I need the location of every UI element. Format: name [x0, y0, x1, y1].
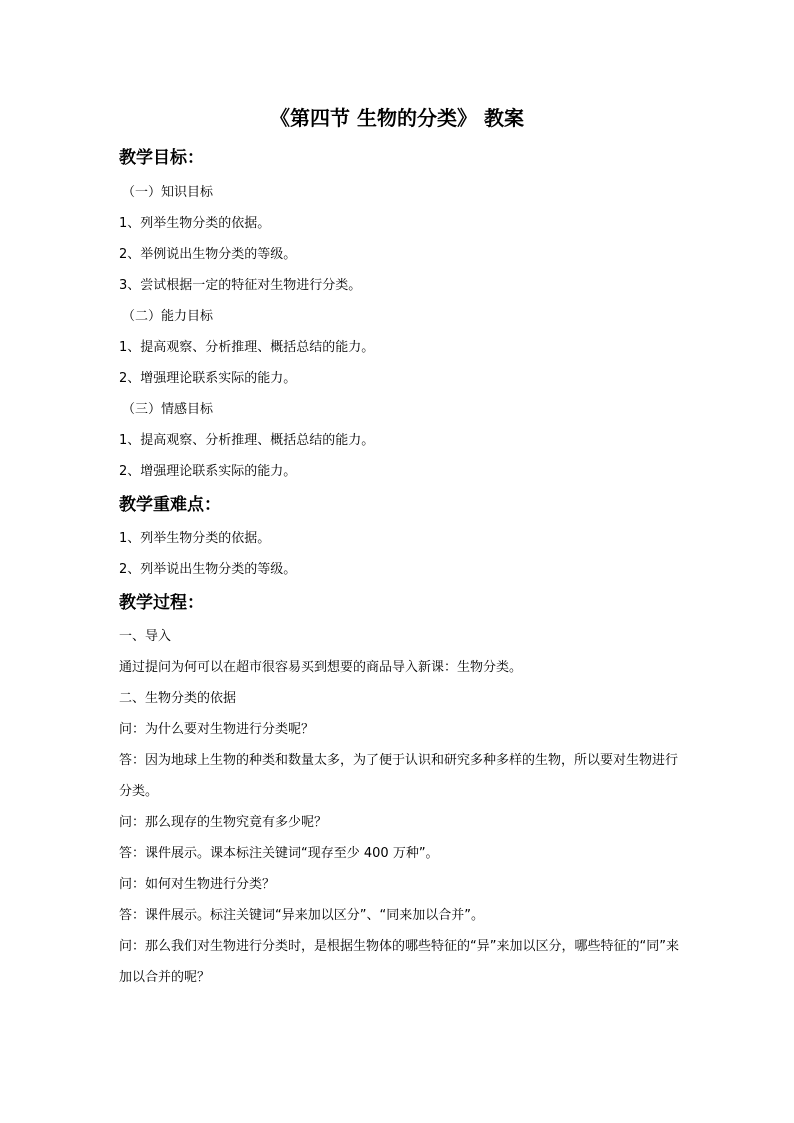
- goal-subheading-knowledge: （一）知识目标: [122, 185, 214, 200]
- process-line: 二、生物分类的依据: [119, 691, 237, 706]
- section-heading-teaching-goals: 教学目标：: [119, 148, 204, 168]
- section-heading-teaching-process: 教学过程：: [119, 593, 204, 613]
- document-body: [119, 146, 679, 993]
- goal-line: 1、列举生物分类的依据。: [119, 216, 271, 231]
- document-title: 《第四节 生物的分类》 教案: [270, 106, 524, 130]
- key-point-line: 1、列举生物分类的依据。: [119, 531, 271, 546]
- process-line: 问：为什么要对生物进行分类呢？: [119, 722, 315, 737]
- process-line: 一、导入: [119, 629, 172, 644]
- process-line: 通过提问为何可以在超市很容易买到想要的商品导入新课：生物分类。: [119, 660, 523, 675]
- goal-line: 2、增强理论联系实际的能力。: [119, 371, 297, 386]
- goal-line: 1、提高观察、分析推理、概括总结的能力。: [119, 340, 375, 355]
- goal-line: 3、尝试根据一定的特征对生物进行分类。: [119, 278, 362, 293]
- section-heading-key-points: 教学重难点：: [119, 495, 221, 515]
- process-line: 问：那么我们对生物进行分类时，是根据生物体的哪些特征的“异”来加以区分，哪些特征的“同”来加以合并的呢？: [119, 939, 679, 985]
- key-point-line: 2、列举说出生物分类的等级。: [119, 562, 297, 577]
- process-line: 问：如何对生物进行分类？: [119, 877, 276, 892]
- process-line: 问：那么现存的生物究竟有多少呢？: [119, 815, 328, 830]
- goal-line: 2、举例说出生物分类的等级。: [119, 247, 297, 262]
- process-line: 答：因为地球上生物的种类和数量太多，为了便于认识和研究多种多样的生物，所以要对生物进行分类。: [119, 753, 679, 799]
- process-line: 答：课件展示。课本标注关键词“现存至少 400 万种”。: [119, 846, 439, 861]
- goal-line: 2、增强理论联系实际的能力。: [119, 464, 297, 479]
- process-line: 答：课件展示。标注关键词“异来加以区分”、“同来加以合并”。: [119, 908, 484, 923]
- goal-subheading-emotion: （三）情感目标: [122, 402, 214, 417]
- goal-line: 1、提高观察、分析推理、概括总结的能力。: [119, 433, 375, 448]
- goal-subheading-ability: （二）能力目标: [122, 309, 214, 324]
